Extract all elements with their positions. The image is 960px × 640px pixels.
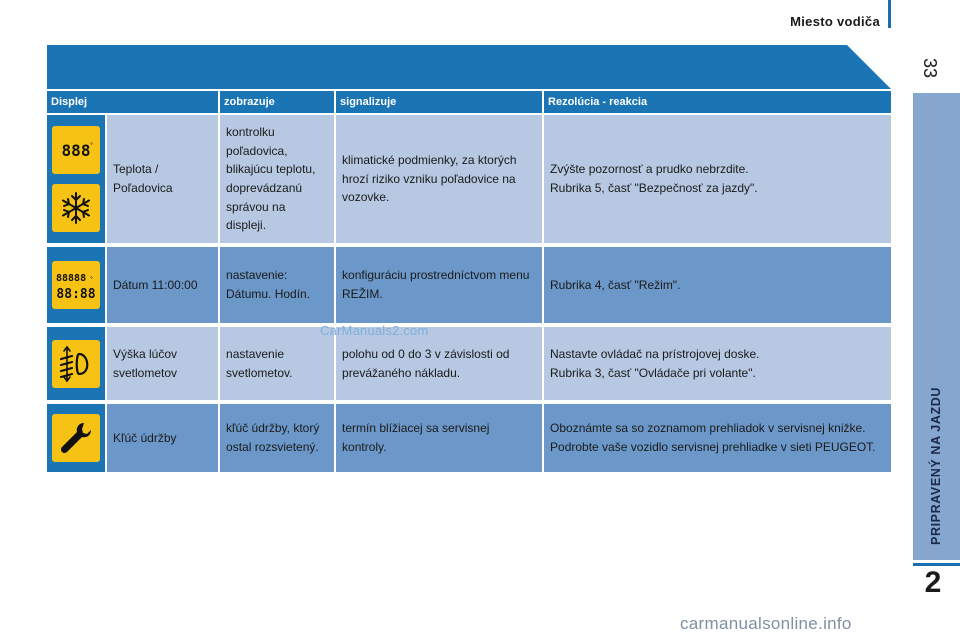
col-header-resolution: Rezolúcia - reakcia (544, 91, 891, 115)
resolution-text (544, 327, 891, 404)
svg-text:888: 888 (61, 141, 91, 160)
resolution-text (544, 404, 891, 476)
display-text: Výška lúčov svetlometov (107, 327, 220, 404)
resolution-line: Oboznámte sa so zoznamom prehliadok v servisnej knižke. Podrobte vaše vozidlo servisnej prehliadke v sieti PEUGEOT. (550, 421, 876, 454)
display-text: Kľúč údržby (107, 404, 220, 476)
signals-text: klimatické podmienky, za ktorých hrozí riziko vzniku poľadovice na vozovke. (336, 115, 544, 247)
shows-text: nastavenie: Dátumu. Hodín. (220, 247, 336, 327)
table-header-row (47, 91, 891, 115)
chapter-title: PRIPRAVENÝ NA JAZDU (929, 387, 943, 545)
svg-text:88:88: 88:88 (56, 287, 96, 302)
temperature-display-icon (52, 126, 100, 174)
display-text: Dátum 11:00:00 (107, 247, 220, 327)
page-number: 33 (920, 57, 940, 79)
table-row (47, 247, 891, 327)
col-header-display: Displej (47, 91, 220, 115)
resolution-text (544, 247, 891, 327)
icon-cell (47, 404, 107, 476)
date-time-display-icon (52, 261, 100, 309)
table-row (47, 404, 891, 476)
signals-text: termín blížiacej sa servisnej kontroly. (336, 404, 544, 476)
icon-cell (47, 115, 107, 247)
resolution-line: Zvýšte pozornosť a prudko nebrzdite. (550, 162, 749, 177)
icon-cell (47, 327, 107, 404)
svg-text:88888: 88888 (56, 273, 87, 284)
watermark-bottom: carmanualsonline.info (680, 614, 852, 633)
display-text: Teplota / Poľadovica (107, 115, 220, 247)
svg-text:°: ° (90, 276, 93, 283)
shows-text: kľúč údržby, ktorý ostal rozsvietený. (220, 404, 336, 476)
icon-cell (47, 247, 107, 327)
signals-text: polohu od 0 do 3 v závislosti od prevážaného nákladu. (336, 327, 544, 404)
shows-text: kontrolku poľadovica, blikajúcu teplotu, doprevádzanú správou na displeji. (220, 115, 336, 247)
service-wrench-icon (52, 414, 100, 462)
col-header-signals: signalizuje (336, 91, 544, 115)
resolution-text (544, 115, 891, 247)
table-row (47, 327, 891, 404)
col-header-shows: zobrazuje (220, 91, 336, 115)
table-row (47, 115, 891, 247)
resolution-line: Rubrika 5, časť "Bezpečnosť za jazdy". (550, 181, 758, 195)
table-banner (47, 45, 891, 89)
resolution-line: Rubrika 4, časť "Režim". (550, 277, 681, 292)
watermark-top: CarManuals2.com (320, 323, 429, 338)
section-title: Miesto vodiča (790, 14, 880, 29)
svg-text:°: ° (90, 142, 93, 149)
header-divider (888, 0, 891, 28)
warning-table (47, 91, 891, 476)
shows-text: nastavenie svetlometov. (220, 327, 336, 404)
resolution-line: Nastavte ovládač na prístrojovej doske. (550, 346, 760, 361)
chapter-number: 2 (924, 566, 942, 599)
snowflake-icon (52, 184, 100, 232)
resolution-line: Rubrika 3, časť "Ovládače pri volante". (550, 365, 756, 380)
headlamp-leveling-icon (52, 340, 100, 388)
signals-text: konfiguráciu prostredníctvom menu REŽIM. (336, 247, 544, 327)
